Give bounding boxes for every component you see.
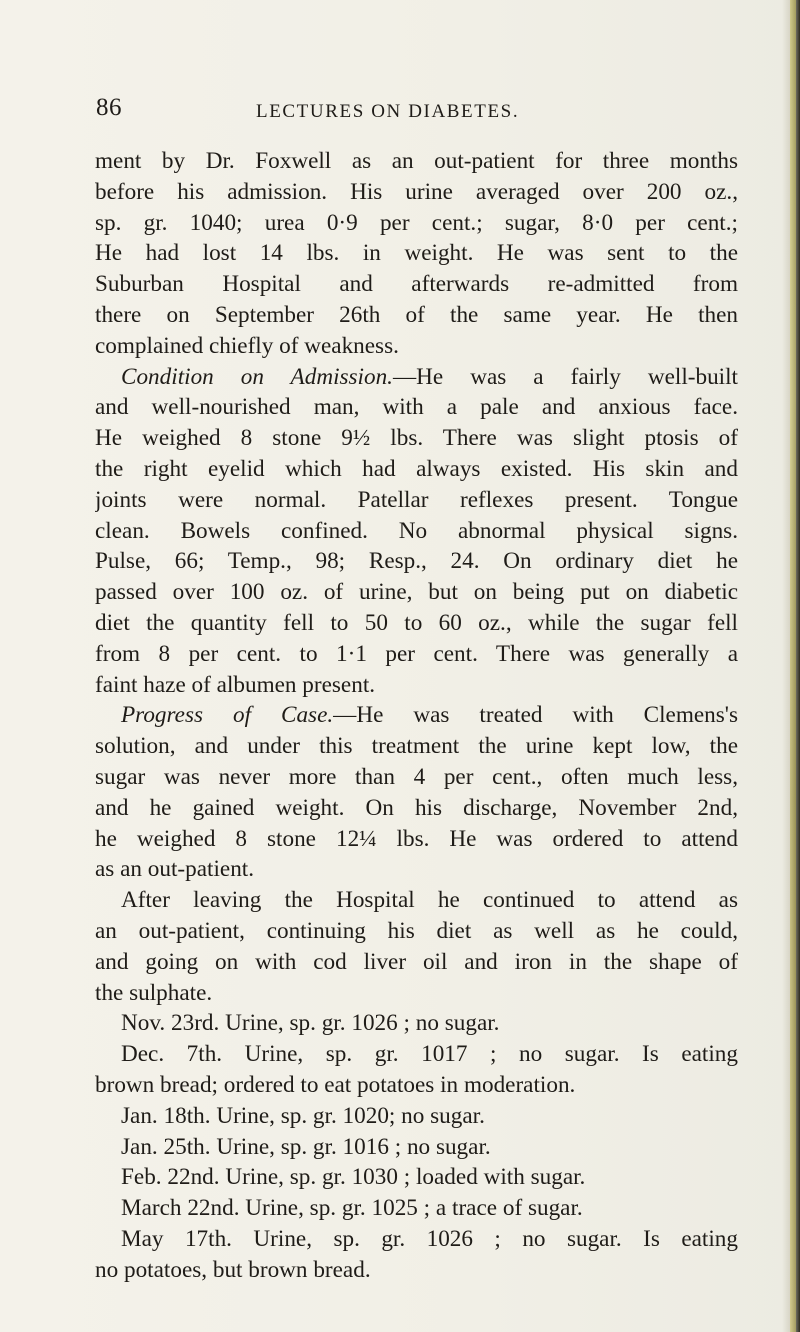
section-line-progress [95,700,738,731]
text-line: and well-nourished man, with a pale and anxious face. [95,394,738,421]
page-number: 86 [96,94,122,121]
diary-entry: Feb. 22nd. Urine, sp. gr. 1030 ; loaded with sugar. [121,1164,586,1191]
text-line: sp. gr. 1040; urea 0·9 per cent.; sugar, 8·0 per cent.; [95,209,738,236]
text-line: the sulphate. [95,979,213,1006]
text-line: clean. Bowels confined. No abnormal physical signs. [95,517,738,544]
text-line: ment by Dr. Foxwell as an out-patient for three months [95,148,738,174]
running-head: LECTURES ON DIABETES. [256,101,520,122]
section-heading-progress: Progress of Case. [121,702,334,729]
diary-entry: Jan. 25th. Urine, sp. gr. 1016 ; no sugar. [121,1133,491,1160]
text-line: Pulse, 66; Temp., 98; Resp., 24. On ordinary diet he [95,548,738,575]
text-line: before his admission. His urine averaged over 200 oz., [95,178,738,205]
text-line: and going on with cod liver oil and iron in the shape of [95,948,738,975]
page-edge-binding [790,0,796,1332]
body-text [95,146,738,1285]
section-text: —He was a fairly well-built [392,363,738,390]
section-line-condition [95,362,738,393]
text-line: there on September 26th of the same year. He then [95,301,738,328]
text-line: as an out-patient. [95,856,255,883]
text-line: brown bread; ordered to eat potatoes in moderation. [95,1071,576,1098]
text-line: sugar was never more than 4 per cent., often much less, [95,763,738,790]
text-line: He weighed 8 stone 9½ lbs. There was slight ptosis of [95,425,738,452]
page-header [96,94,736,134]
text-line: He had lost 14 lbs. in weight. He was sent to the [95,240,738,267]
text-line: After leaving the Hospital he continued to attend as [121,887,738,914]
section-text: —He was treated with Clemens's [333,702,738,729]
text-line: passed over 100 oz. of urine, but on being put on diabetic [95,579,738,606]
text-line: faint haze of albumen present. [95,671,376,698]
text-line: complained chiefly of weakness. [95,332,399,359]
text-line: he weighed 8 stone 12¼ lbs. He was ordered to attend [95,825,738,852]
text-line: no potatoes, but brown bread. [95,1256,371,1283]
section-heading-condition: Condition on Admission. [121,363,393,390]
text-line: and he gained weight. On his discharge, November 2nd, [95,794,738,821]
text-line: an out-patient, continuing his diet as well as he could, [95,917,738,944]
text-line: from 8 per cent. to 1·1 per cent. There was generally a [95,640,738,667]
diary-entry: Nov. 23rd. Urine, sp. gr. 1026 ; no sugar. [121,1010,500,1037]
diary-entry: Jan. 18th. Urine, sp. gr. 1020; no sugar. [121,1102,485,1129]
text-line: joints were normal. Patellar reflexes present. Tongue [95,486,738,513]
diary-entry: Dec. 7th. Urine, sp. gr. 1017 ; no sugar. Is eating [121,1041,738,1068]
text-line: Suburban Hospital and afterwards re-admitted from [95,271,738,298]
text-line: diet the quantity fell to 50 to 60 oz., while the sugar fell [95,609,738,636]
text-line: the right eyelid which had always existed. His skin and [95,455,738,482]
diary-entry: March 22nd. Urine, sp. gr. 1025 ; a trace of sugar. [121,1195,583,1222]
diary-entry: May 17th. Urine, sp. gr. 1026 ; no sugar. Is eating [121,1225,738,1252]
text-line: solution, and under this treatment the urine kept low, the [95,733,738,760]
